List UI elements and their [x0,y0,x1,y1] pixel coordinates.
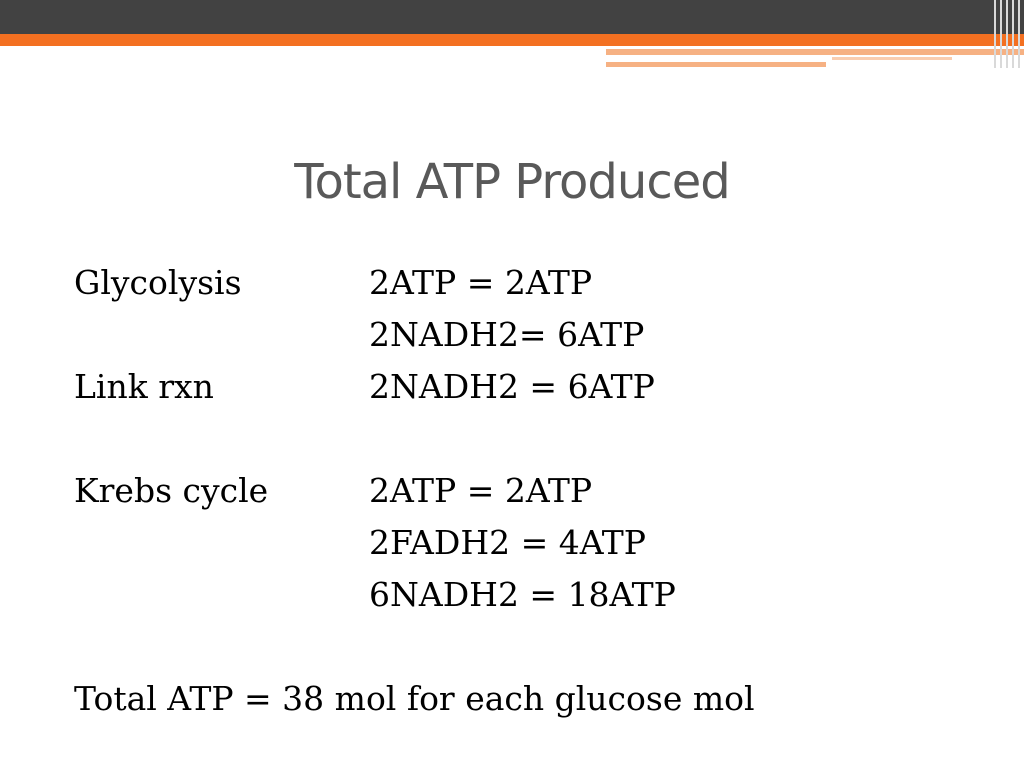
row-value: 2NADH2 = 6ATP [369,367,655,406]
total-statement: Total ATP = 38 mol for each glucose mol [74,679,755,718]
header-accent-bar [0,34,1024,46]
row-value: 2ATP = 2ATP [369,263,593,302]
row-label-link-rxn: Link rxn [74,367,214,406]
slide-title: Total ATP Produced [294,154,730,210]
row-value: 2NADH2= 6ATP [369,315,645,354]
row-value: 6NADH2 = 18ATP [369,575,676,614]
header-accent-line [606,49,1024,55]
row-label-glycolysis: Glycolysis [74,263,242,302]
row-label-krebs-cycle: Krebs cycle [74,471,269,510]
row-value: 2FADH2 = 4ATP [369,523,646,562]
header-bar [0,0,1024,34]
header-accent-line [832,57,952,60]
row-value: 2ATP = 2ATP [369,471,593,510]
header-stripes [990,0,1024,68]
header-accent-line [606,62,826,67]
